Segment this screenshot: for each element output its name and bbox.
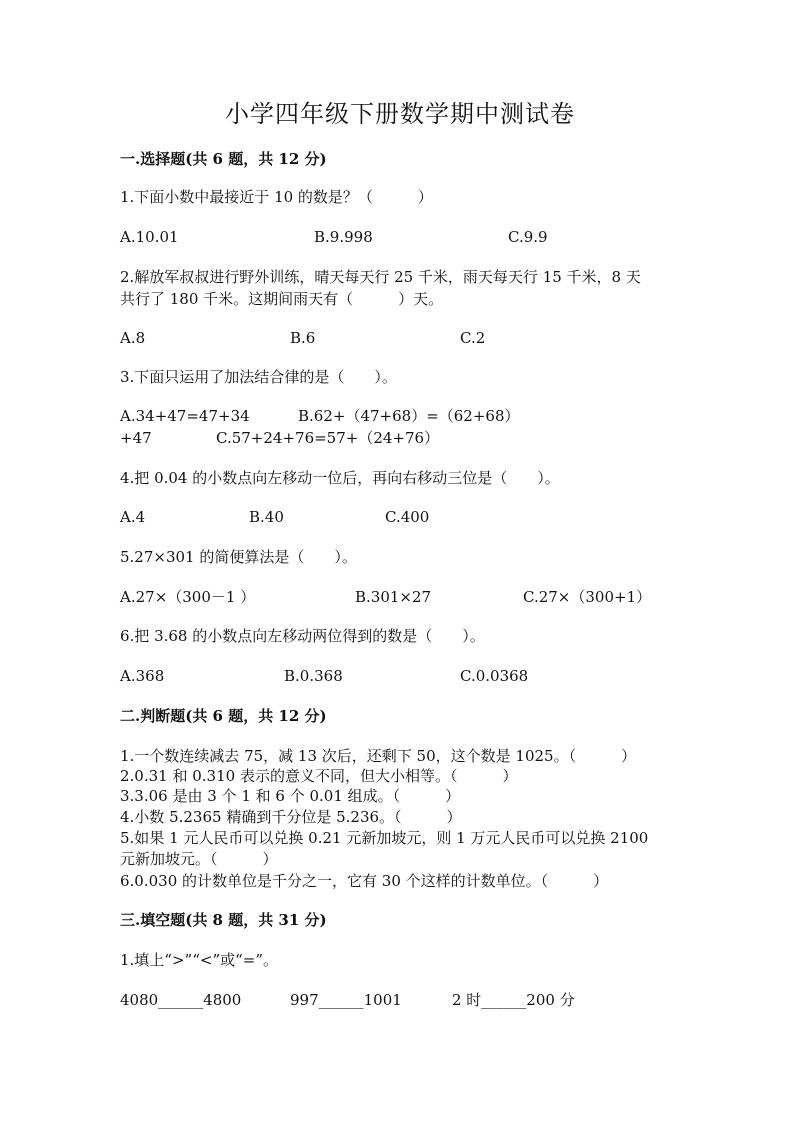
- option-c: C.400: [385, 508, 430, 526]
- question-stem: 6.把 3.68 的小数点向左移动两位得到的数是（ ）。: [120, 627, 485, 645]
- question-stem: 4.把 0.04 的小数点向左移动一位后，再向右移动三位是（ ）。: [120, 469, 560, 487]
- judgment-item: 3.3.06 是由 3 个 1 和 6 个 0.01 组成。（ ）: [120, 787, 461, 805]
- question-stem: 3.下面只运用了加法结合律的是（ ）。: [120, 368, 397, 386]
- question-stem-line: 2.解放军叔叔进行野外训练，晴天每天行 25 千米，雨天每天行 15 千米，8 天: [120, 268, 641, 286]
- question-stem: 1.填上“>”“<”或“=”。: [120, 951, 279, 969]
- fill-in-item: 2 时______200 分: [452, 991, 575, 1009]
- question-stem: 5.27×301 的简便算法是（ ）。: [120, 548, 357, 566]
- option-c: C.9.9: [508, 228, 548, 246]
- section-heading-fill-in: 三.填空题(共 8 题，共 31 分): [120, 911, 327, 929]
- judgment-item-continued: 元新加坡元。（ ）: [120, 850, 278, 868]
- question-stem: 1.下面小数中最接近于 10 的数是？（ ）: [120, 188, 433, 206]
- judgment-item: 6.0.030 的计数单位是千分之一，它有 30 个这样的计数单位。（ ）: [120, 872, 609, 890]
- option-b-continued: +47: [120, 429, 152, 447]
- judgment-item: 1.一个数连续减去 75，减 13 次后，还剩下 50，这个数是 1025。（ ）: [120, 747, 637, 765]
- option-c: C.27×（300+1）: [523, 588, 652, 606]
- option-a: A.10.01: [120, 228, 179, 246]
- option-c: C.57+24+76=57+（24+76）: [216, 429, 440, 447]
- option-c: C.2: [460, 329, 486, 347]
- option-b: B.62+（47+68）=（62+68）: [298, 407, 520, 425]
- option-b: B.0.368: [284, 667, 343, 685]
- judgment-item: 4.小数 5.2365 精确到千分位是 5.236。（ ）: [120, 808, 462, 826]
- option-a: A.27×（300－1 ）: [120, 588, 256, 606]
- question-stem-line: 共行了 180 千米。这期间雨天有（ ）天。: [120, 290, 444, 308]
- option-b: B.301×27: [355, 588, 432, 606]
- option-c: C.0.0368: [460, 667, 529, 685]
- judgment-item: 2.0.31 和 0.310 表示的意义不同，但大小相等。（ ）: [120, 767, 518, 785]
- fill-in-item: 997______1001: [290, 991, 402, 1009]
- section-heading-choice: 一.选择题(共 6 题，共 12 分): [120, 150, 327, 168]
- option-a: A.8: [120, 329, 146, 347]
- page-title: 小学四年级下册数学期中测试卷: [225, 100, 575, 128]
- option-a: A.4: [120, 508, 146, 526]
- option-a: A.34+47=47+34: [120, 407, 250, 425]
- option-b: B.9.998: [314, 228, 373, 246]
- judgment-item: 5.如果 1 元人民币可以兑换 0.21 元新加坡元，则 1 万元人民币可以兑换 2100: [120, 829, 649, 847]
- fill-in-item: 4080______4800: [120, 991, 242, 1009]
- option-b: B.40: [249, 508, 284, 526]
- option-a: A.368: [120, 667, 165, 685]
- option-b: B.6: [290, 329, 316, 347]
- section-heading-judgment: 二.判断题(共 6 题，共 12 分): [120, 707, 327, 725]
